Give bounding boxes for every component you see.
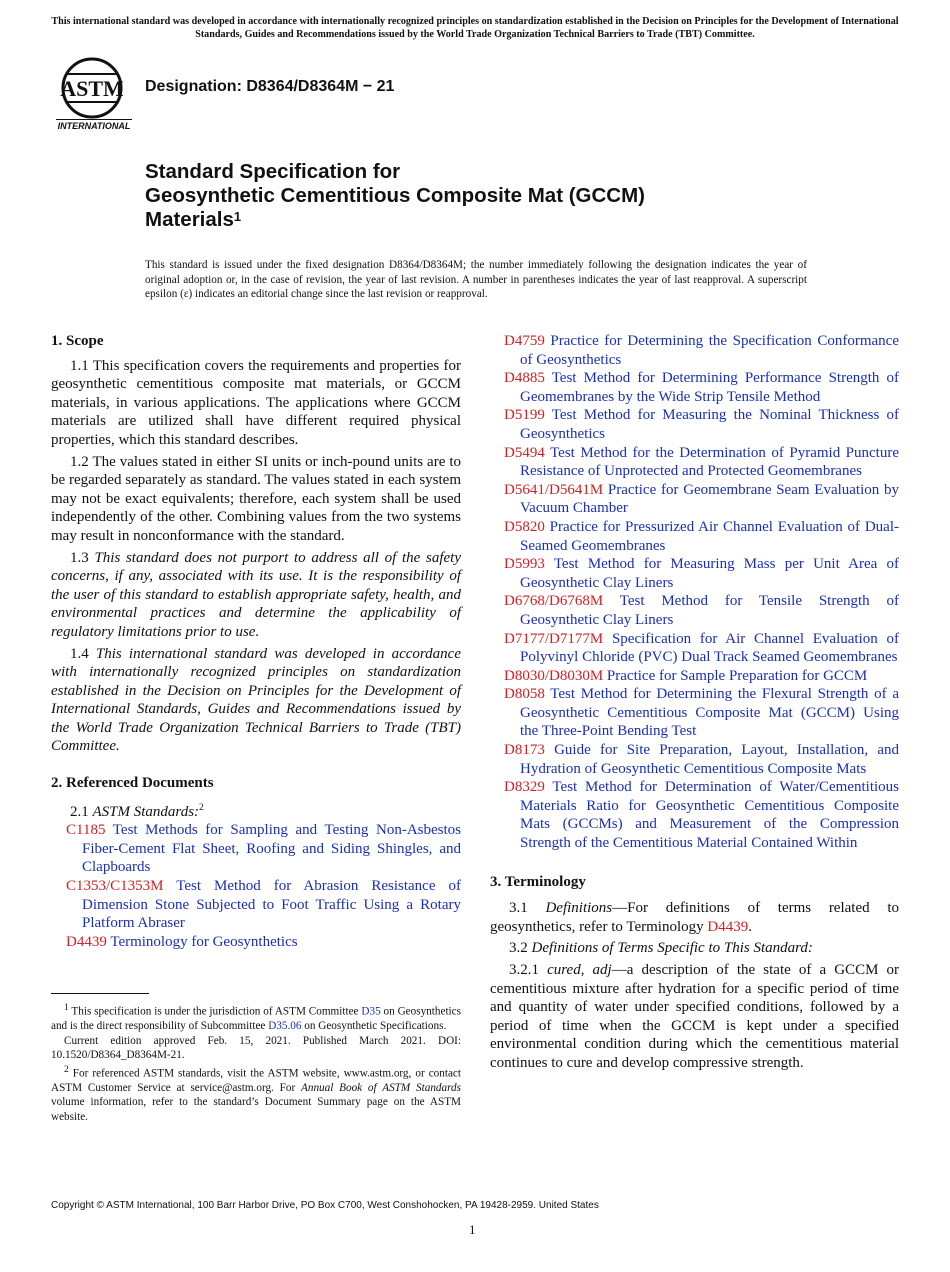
ref-d4885[interactable]: D4885 Test Method for Determining Performance Strength of Geomembranes by the Wide Strip Tensile Method [504, 370, 899, 405]
terminology-3-1: 3.1 Definitions—For definitions of terms related to geosynthetics, refer to Terminology D4439. [490, 900, 899, 935]
ref-d4439[interactable]: D4439 Terminology for Geosynthetics [66, 933, 298, 950]
footnote-1: $^1$ This specification is under the jurisdiction of ASTM Committee D35 on Geosynthetics and is the direct responsibility of Subcommittee D35.06 on Geosynthetic Specifications. [51, 1003, 461, 1033]
ref-c1353[interactable]: C1353/C1353M Test Method for Abrasion Resistance of Dimension Stone Subjected to Foot Traffic Using a Rotary Platform Abraser [66, 878, 461, 932]
ref-d5820[interactable]: D5820 Practice for Pressurized Air Channel Evaluation of Dual-Seamed Geomembranes [504, 518, 900, 554]
designation: Designation: D8364/D8364M − 21 [145, 78, 395, 95]
terminology-3-2-1: 3.2.1 cured, adj—a description of the state of a GCCM or cementitious mixture after hydration for a specific period of time and quantity of water under specified conditions, followed by a period of time when the GCCM is kept under a specified environmental condition during which the cementitious material continues to cure and develop compressive strength. [490, 962, 900, 1071]
ref-d5641[interactable]: D5641/D5641M Practice for Geomembrane Seam Evaluation by Vacuum Chamber [504, 481, 899, 517]
ref-c1185[interactable]: C1185 Test Methods for Sampling and Testing Non-Asbestos Fiber-Cement Flat Sheet, Roofing and Siding Shingles, and Clapboards [66, 822, 461, 876]
terminology-d4439-link[interactable]: D4439 [707, 918, 749, 935]
top-notice: This international standard was developed in accordance with internationally recognized principles on standardization established in the Decision on Principles for the Development of International Standards, Guides and Recommendations issued by the World Trade Organization Technical Barriers to Trade (TBT) Committee. [51, 16, 899, 40]
title-line-3: Materials$^1$ [145, 208, 242, 231]
scope-1-4: 1.4 This international standard was developed in accordance with internationally recognized principles on standardization established in the Decision on Principles for the Development of International Standards, Guides and Recommendations issued by the World Trade Organization Technical Barriers to Trade (TBT) Committee. [51, 645, 462, 755]
ref-d8329[interactable]: D8329 Test Method for Determination of Water/Cementitious Materials Ratio for Geosynthetic Cementitious Composite Mats (GCCMs) and Measurement of the Compression Strength of the Cementitious Material Contained Within [504, 779, 900, 852]
referenced-documents-heading: 2. Referenced Documents [51, 775, 214, 792]
ref-d8173[interactable]: D8173 Guide for Site Preparation, Layout, Installation, and Hydration of Geosynthetic Cementitious Composite Mats [504, 742, 899, 777]
ref-d5993[interactable]: D5993 Test Method for Measuring Mass per Unit Area of Geosynthetic Clay Liners [504, 556, 900, 591]
issuance-statement: This standard is issued under the fixed designation D8364/D8364M; the number immediately following the designation indicates the year of original adoption or, in the case of revision, the year of last revision. A number in parentheses indicates the year of last reapproval. A superscript epsilon (ε) indicates an editorial change since the last revision or reapproval. [145, 259, 807, 300]
title-line-2: Geosynthetic Cementitious Composite Mat (GCCM) [145, 184, 646, 207]
logo-text: ASTM [60, 76, 124, 101]
scope-heading: 1. Scope [51, 333, 104, 349]
ref-d5199[interactable]: D5199 Test Method for Measuring the Nominal Thickness of Geosynthetics [504, 407, 899, 442]
ref-d5494[interactable]: D5494 Test Method for the Determination of Pyramid Puncture Resistance of Unprotected and Protected Geomembranes [504, 444, 899, 480]
ref-d7177[interactable]: D7177/D7177M Specification for Air Channel Evaluation of Polyvinyl Chloride (PVC) Dual Track Seamed Geomembranes [504, 630, 899, 666]
footnote-2: $^2$ For referenced ASTM standards, visit the ASTM website, www.astm.org, or contact ASTM Customer Service at service@astm.org. For Annual Book of ASTM Standards volume information, refer to the standard’s Document Summary page on the ASTM website. [51, 1064, 461, 1123]
ref-d4759[interactable]: D4759 Practice for Determining the Specification Conformance of Geosynthetics [504, 333, 899, 368]
astm-standards-label: 2.1 ASTM Standards:$^2$ [70, 802, 204, 820]
page-number: 1 [469, 1222, 476, 1237]
scope-1-1: 1.1 This specification covers the requirements and properties for geosynthetic cementitious composite mat materials, or GCCM materials, in various applications. The applications where GCCM materials are utilized shall have different required physical properties, which this standard describes. [51, 357, 461, 448]
logo-subtext: INTERNATIONAL [57, 121, 131, 131]
scope-1-3: 1.3 This standard does not purport to address all of the safety concerns, if any, associated with its use. It is the responsibility of the user of this standard to establish appropriate safety, health, and environmental practices and determine the applicability of regulatory limitations prior to use. [51, 549, 462, 640]
document-title [145, 160, 865, 232]
footnote-divider [51, 993, 149, 994]
footnotes [51, 1001, 461, 1124]
footnote-d35-link[interactable]: D35 [361, 1005, 381, 1018]
copyright-notice: Copyright © ASTM International, 100 Barr Harbor Drive, PO Box C700, West Conshohocken, PA 19428-2959. United States [51, 1200, 599, 1211]
ref-d6768[interactable]: D6768/D6768M Test Method for Tensile Strength of Geosynthetic Clay Liners [504, 593, 899, 628]
scope-1-2: 1.2 The values stated in either SI units or inch-pound units are to be regarded separately as standard. The values stated in each system may not be exact equivalents; therefore, each system shall be used independently of the other. Combining values from the two systems may result in nonconformance with the standard. [51, 453, 461, 544]
left-column [51, 332, 461, 951]
title-line-1: Standard Specification for [145, 160, 401, 183]
ref-d8030[interactable]: D8030/D8030M Practice for Sample Preparation for GCCM [504, 667, 868, 684]
footnote-d3506-link[interactable]: D35.06 [268, 1020, 302, 1033]
ref-d8058[interactable]: D8058 Test Method for Determining the Flexural Strength of a Geosynthetic Cementitious Composite Mat (GCCM) Using the Three-Point Bending Test [504, 686, 899, 740]
astm-logo-icon [54, 56, 134, 132]
terminology-heading: 3. Terminology [490, 873, 586, 890]
title-footnote-mark[interactable]: 1 [233, 209, 242, 224]
right-column [490, 332, 899, 1076]
footnote-edition: Current edition approved Feb. 15, 2021. Published March 2021. DOI: 10.1520/D8364_D8364M-21. [51, 1034, 461, 1062]
astm-logo [54, 56, 134, 132]
terminology-3-2: 3.2 Definitions of Terms Specific to This Standard: [509, 940, 813, 957]
